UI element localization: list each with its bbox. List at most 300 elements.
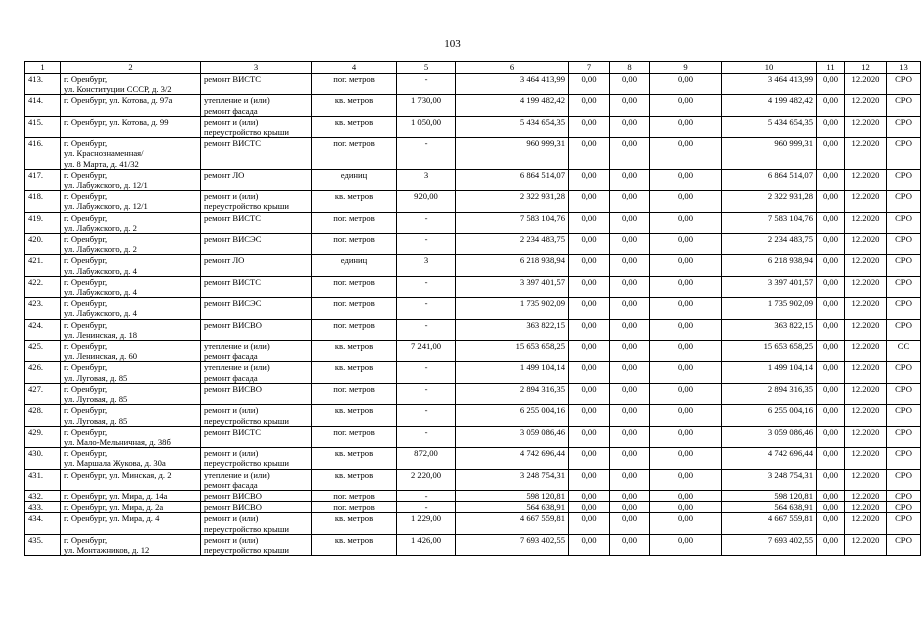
col9-cell: 0,00 (650, 169, 722, 190)
total-cell: 5 434 654,35 (722, 116, 817, 137)
col9-cell: 0,00 (650, 138, 722, 170)
col9-cell: 0,00 (650, 341, 722, 362)
cost-cell: 564 638,91 (456, 502, 569, 513)
volume-cell: 7 241,00 (397, 341, 456, 362)
header-row (25, 62, 921, 74)
col7-cell: 0,00 (569, 383, 610, 404)
work-type-cell (201, 341, 312, 362)
col7-cell: 0,00 (569, 341, 610, 362)
unit-cell: пог. метров (312, 138, 397, 170)
column-header-4: 4 (312, 62, 397, 74)
row-number: 416. (25, 138, 61, 170)
col8-cell: 0,00 (610, 74, 650, 95)
work-type-cell (201, 116, 312, 137)
unit-cell: кв. метров (312, 191, 397, 212)
unit-cell: кв. метров (312, 448, 397, 469)
address-cell (61, 469, 201, 490)
cost-cell: 2 894 316,35 (456, 383, 569, 404)
work-type-cell (201, 169, 312, 190)
cost-cell: 3 248 754,31 (456, 469, 569, 490)
work-type-cell (201, 74, 312, 95)
work-type-cell-line: ремонт и (или) (204, 405, 259, 416)
total-cell: 2 322 931,28 (722, 191, 817, 212)
table-header (25, 62, 921, 74)
row-number: 420. (25, 234, 61, 255)
col9-cell: 0,00 (650, 212, 722, 233)
col9-cell: 0,00 (650, 405, 722, 426)
col7-cell: 0,00 (569, 426, 610, 447)
col7-cell: 0,00 (569, 255, 610, 276)
method-cell: СРО (887, 362, 921, 383)
work-type-cell (201, 362, 312, 383)
work-type-cell-line: утепление и (или) (204, 469, 270, 480)
col8-cell: 0,00 (610, 469, 650, 490)
address-cell-line: ул. Лабужского, д. 4 (64, 287, 137, 298)
col9-cell: 0,00 (650, 191, 722, 212)
date-cell: 12.2020 (845, 362, 887, 383)
address-cell (61, 341, 201, 362)
col8-cell: 0,00 (610, 383, 650, 404)
row-number: 430. (25, 448, 61, 469)
address-cell (61, 255, 201, 276)
total-cell: 4 667 559,81 (722, 513, 817, 534)
row-number: 433. (25, 502, 61, 513)
cost-cell: 7 583 104,76 (456, 212, 569, 233)
cost-cell: 1 735 902,09 (456, 298, 569, 319)
volume-cell: - (397, 383, 456, 404)
table-row (25, 534, 921, 555)
method-cell: СРО (887, 469, 921, 490)
address-cell-line: г. Оренбург, (64, 234, 108, 245)
row-number: 423. (25, 298, 61, 319)
col7-cell: 0,00 (569, 298, 610, 319)
address-cell-line: ул. Лабужского, д. 12/1 (64, 180, 148, 191)
date-cell: 12.2020 (845, 276, 887, 297)
address-cell-line: г. Оренбург, (64, 255, 108, 266)
total-cell: 3 464 413,99 (722, 74, 817, 95)
work-type-cell-line: ремонт ВИСТС (204, 276, 262, 287)
table-row (25, 138, 921, 170)
work-type-cell-line: ремонт ВИСЭС (204, 234, 262, 245)
date-cell: 12.2020 (845, 95, 887, 116)
address-cell-line: ул. Луговая, д. 85 (64, 372, 128, 383)
date-cell: 12.2020 (845, 74, 887, 95)
cost-cell: 6 255 004,16 (456, 405, 569, 426)
work-type-cell-line: переустройство крыши (204, 201, 289, 212)
method-cell: СРО (887, 298, 921, 319)
col8-cell: 0,00 (610, 276, 650, 297)
unit-cell: кв. метров (312, 341, 397, 362)
date-cell: 12.2020 (845, 490, 887, 501)
row-number: 426. (25, 362, 61, 383)
volume-cell: 2 220,00 (397, 469, 456, 490)
address-cell-line: г. Оренбург, (64, 341, 108, 352)
address-cell-line: г. Оренбург, (64, 405, 108, 416)
col7-cell: 0,00 (569, 534, 610, 555)
col8-cell: 0,00 (610, 234, 650, 255)
cost-cell: 2 322 931,28 (456, 191, 569, 212)
cost-cell: 6 864 514,07 (456, 169, 569, 190)
volume-cell: - (397, 405, 456, 426)
col8-cell: 0,00 (610, 448, 650, 469)
col9-cell: 0,00 (650, 74, 722, 95)
cost-cell: 5 434 654,35 (456, 116, 569, 137)
address-cell (61, 534, 201, 555)
address-cell-line: ул. Маршала Жукова, д. 30а (64, 458, 166, 469)
volume-cell: 1 730,00 (397, 95, 456, 116)
date-cell: 12.2020 (845, 191, 887, 212)
row-number: 417. (25, 169, 61, 190)
method-cell: СРО (887, 212, 921, 233)
address-cell-line: ул. Конституции СССР, д. 3/2 (64, 84, 172, 95)
work-type-cell (201, 319, 312, 340)
method-cell: СРО (887, 426, 921, 447)
date-cell: 12.2020 (845, 116, 887, 137)
total-cell: 4 199 482,42 (722, 95, 817, 116)
work-type-cell-line: ремонт ЛО (204, 169, 245, 180)
table-row (25, 469, 921, 490)
work-type-cell-line: ремонт ВИСТС (204, 426, 262, 437)
row-number: 428. (25, 405, 61, 426)
method-cell: СРО (887, 448, 921, 469)
work-type-cell (201, 502, 312, 513)
table-row (25, 116, 921, 137)
col8-cell: 0,00 (610, 212, 650, 233)
unit-cell: пог. метров (312, 298, 397, 319)
col8-cell: 0,00 (610, 138, 650, 170)
address-cell (61, 490, 201, 501)
date-cell: 12.2020 (845, 469, 887, 490)
col8-cell: 0,00 (610, 319, 650, 340)
col9-cell: 0,00 (650, 469, 722, 490)
address-cell-line: г. Оренбург, (64, 298, 108, 309)
address-cell-line: г. Оренбург, (64, 138, 108, 149)
cost-cell: 4 742 696,44 (456, 448, 569, 469)
work-type-cell-line: ремонт ВИСВО (204, 383, 262, 394)
address-cell (61, 405, 201, 426)
table-row (25, 319, 921, 340)
address-cell-line: ул. Краснознаменная/ (64, 148, 144, 159)
col11-cell: 0,00 (817, 405, 845, 426)
col9-cell: 0,00 (650, 298, 722, 319)
address-cell-line: ул. Монтажников, д. 12 (64, 544, 150, 555)
address-cell (61, 426, 201, 447)
work-type-cell-line: утепление и (или) (204, 341, 270, 352)
volume-cell: - (397, 298, 456, 319)
address-cell-line: ул. Лабужского, д. 4 (64, 265, 137, 276)
row-number: 422. (25, 276, 61, 297)
col8-cell: 0,00 (610, 490, 650, 501)
address-cell (61, 74, 201, 95)
volume-cell: 920,00 (397, 191, 456, 212)
unit-cell: единиц (312, 169, 397, 190)
row-number: 418. (25, 191, 61, 212)
total-cell: 6 218 938,94 (722, 255, 817, 276)
column-header-8: 8 (610, 62, 650, 74)
row-number: 425. (25, 341, 61, 362)
date-cell: 12.2020 (845, 405, 887, 426)
table-row (25, 448, 921, 469)
address-cell-line: г. Оренбург, (64, 534, 108, 545)
col11-cell: 0,00 (817, 276, 845, 297)
col9-cell: 0,00 (650, 95, 722, 116)
address-cell-line: г. Оренбург, (64, 448, 108, 459)
work-type-cell-line: переустройство крыши (204, 458, 289, 469)
work-type-cell (201, 383, 312, 404)
column-header-6: 6 (456, 62, 569, 74)
work-type-cell-line: переустройство крыши (204, 523, 289, 534)
work-type-cell (201, 426, 312, 447)
address-cell-line: ул. Ленинская, д. 60 (64, 351, 138, 362)
row-number: 435. (25, 534, 61, 555)
col9-cell: 0,00 (650, 383, 722, 404)
date-cell: 12.2020 (845, 298, 887, 319)
col7-cell: 0,00 (569, 513, 610, 534)
table-row (25, 341, 921, 362)
address-cell-line: ул. Лабужского, д. 4 (64, 308, 137, 319)
address-cell (61, 502, 201, 513)
row-number: 432. (25, 490, 61, 501)
cost-cell: 2 234 483,75 (456, 234, 569, 255)
col9-cell: 0,00 (650, 502, 722, 513)
address-cell (61, 298, 201, 319)
work-type-cell-line: ремонт фасада (204, 479, 258, 490)
total-cell: 1 735 902,09 (722, 298, 817, 319)
unit-cell: пог. метров (312, 502, 397, 513)
col7-cell: 0,00 (569, 405, 610, 426)
table-row (25, 234, 921, 255)
col8-cell: 0,00 (610, 502, 650, 513)
method-cell: СРО (887, 95, 921, 116)
col11-cell: 0,00 (817, 319, 845, 340)
col8-cell: 0,00 (610, 191, 650, 212)
address-cell-line: г. Оренбург, ул. Котова, д. 97а (64, 95, 173, 106)
volume-cell: 3 (397, 255, 456, 276)
unit-cell: пог. метров (312, 234, 397, 255)
unit-cell: пог. метров (312, 490, 397, 501)
work-type-cell-line: ремонт и (или) (204, 513, 259, 524)
volume-cell: - (397, 234, 456, 255)
total-cell: 2 234 483,75 (722, 234, 817, 255)
work-type-cell (201, 448, 312, 469)
work-type-cell (201, 255, 312, 276)
col8-cell: 0,00 (610, 426, 650, 447)
row-number: 424. (25, 319, 61, 340)
cost-cell: 4 199 482,42 (456, 95, 569, 116)
table-row (25, 74, 921, 95)
unit-cell: пог. метров (312, 212, 397, 233)
method-cell: СРО (887, 191, 921, 212)
column-header-1: 1 (25, 62, 61, 74)
cost-cell: 363 822,15 (456, 319, 569, 340)
col7-cell: 0,00 (569, 362, 610, 383)
address-cell (61, 212, 201, 233)
work-type-cell (201, 212, 312, 233)
work-type-cell-line: ремонт и (или) (204, 448, 259, 459)
date-cell: 12.2020 (845, 138, 887, 170)
col9-cell: 0,00 (650, 534, 722, 555)
method-cell: СРО (887, 405, 921, 426)
col11-cell: 0,00 (817, 490, 845, 501)
address-cell-line: г. Оренбург, (64, 319, 108, 330)
row-number: 434. (25, 513, 61, 534)
cost-cell: 3 059 086,46 (456, 426, 569, 447)
col9-cell: 0,00 (650, 490, 722, 501)
column-header-2: 2 (61, 62, 201, 74)
volume-cell: - (397, 490, 456, 501)
col11-cell: 0,00 (817, 513, 845, 534)
unit-cell: пог. метров (312, 426, 397, 447)
table-row (25, 383, 921, 404)
address-cell-line: ул. Лабужского, д. 12/1 (64, 201, 148, 212)
col11-cell: 0,00 (817, 138, 845, 170)
address-cell-line: г. Оренбург, ул. Минская, д. 2 (64, 469, 172, 480)
work-type-cell (201, 469, 312, 490)
date-cell: 12.2020 (845, 513, 887, 534)
col11-cell: 0,00 (817, 383, 845, 404)
col7-cell: 0,00 (569, 212, 610, 233)
address-cell-line: г. Оренбург, (64, 362, 108, 373)
work-type-cell-line: ремонт ЛО (204, 255, 245, 266)
address-cell-line: г. Оренбург, (64, 74, 108, 84)
address-cell (61, 234, 201, 255)
col9-cell: 0,00 (650, 362, 722, 383)
work-type-cell (201, 191, 312, 212)
address-cell (61, 362, 201, 383)
volume-cell: - (397, 319, 456, 340)
col9-cell: 0,00 (650, 319, 722, 340)
total-cell: 960 999,31 (722, 138, 817, 170)
method-cell: СРО (887, 534, 921, 555)
method-cell: СРО (887, 383, 921, 404)
col11-cell: 0,00 (817, 116, 845, 137)
col8-cell: 0,00 (610, 169, 650, 190)
unit-cell: пог. метров (312, 276, 397, 297)
col8-cell: 0,00 (610, 116, 650, 137)
col9-cell: 0,00 (650, 448, 722, 469)
date-cell: 12.2020 (845, 169, 887, 190)
work-type-cell-line: переустройство крыши (204, 127, 289, 138)
work-type-cell (201, 490, 312, 501)
total-cell: 7 693 402,55 (722, 534, 817, 555)
cost-cell: 4 667 559,81 (456, 513, 569, 534)
method-cell: СРО (887, 490, 921, 501)
address-cell (61, 191, 201, 212)
col7-cell: 0,00 (569, 502, 610, 513)
date-cell: 12.2020 (845, 502, 887, 513)
col8-cell: 0,00 (610, 405, 650, 426)
table-row (25, 169, 921, 190)
method-cell: СРО (887, 513, 921, 534)
work-type-cell (201, 138, 312, 170)
col9-cell: 0,00 (650, 513, 722, 534)
address-cell (61, 116, 201, 137)
table-row (25, 362, 921, 383)
unit-cell: единиц (312, 255, 397, 276)
method-cell: СРО (887, 169, 921, 190)
unit-cell: кв. метров (312, 469, 397, 490)
address-cell (61, 169, 201, 190)
col11-cell: 0,00 (817, 362, 845, 383)
col7-cell: 0,00 (569, 319, 610, 340)
total-cell: 3 397 401,57 (722, 276, 817, 297)
column-header-9: 9 (650, 62, 722, 74)
address-cell (61, 276, 201, 297)
address-cell-line: ул. Мало-Мельничная, д. 38б (64, 436, 171, 447)
work-type-cell-line: ремонт фасада (204, 105, 258, 116)
col11-cell: 0,00 (817, 298, 845, 319)
col8-cell: 0,00 (610, 513, 650, 534)
col7-cell: 0,00 (569, 191, 610, 212)
date-cell: 12.2020 (845, 383, 887, 404)
cost-cell: 960 999,31 (456, 138, 569, 170)
method-cell: СРО (887, 502, 921, 513)
work-type-cell-line: ремонт и (или) (204, 191, 259, 202)
col7-cell: 0,00 (569, 448, 610, 469)
date-cell: 12.2020 (845, 534, 887, 555)
col8-cell: 0,00 (610, 255, 650, 276)
work-type-cell-line: ремонт ВИСТС (204, 74, 262, 84)
work-type-cell-line: ремонт ВИСТС (204, 138, 262, 149)
address-cell (61, 383, 201, 404)
unit-cell: пог. метров (312, 383, 397, 404)
address-cell-line: г. Оренбург, (64, 426, 108, 437)
method-cell: СРО (887, 234, 921, 255)
col11-cell: 0,00 (817, 448, 845, 469)
work-type-cell (201, 513, 312, 534)
cost-cell: 3 464 413,99 (456, 74, 569, 95)
unit-cell: кв. метров (312, 95, 397, 116)
volume-cell: - (397, 138, 456, 170)
date-cell: 12.2020 (845, 234, 887, 255)
total-cell: 1 499 104,14 (722, 362, 817, 383)
table-row (25, 490, 921, 501)
table-body (25, 74, 921, 556)
total-cell: 6 255 004,16 (722, 405, 817, 426)
col7-cell: 0,00 (569, 95, 610, 116)
address-cell-line: ул. Луговая, д. 85 (64, 415, 128, 426)
address-cell-line: г. Оренбург, ул. Мира, д. 4 (64, 513, 160, 524)
volume-cell: - (397, 74, 456, 95)
volume-cell: - (397, 502, 456, 513)
work-type-cell-line: ремонт ВИСВО (204, 490, 262, 501)
address-cell-line: г. Оренбург, (64, 191, 108, 202)
address-cell (61, 138, 201, 170)
row-number: 414. (25, 95, 61, 116)
col11-cell: 0,00 (817, 534, 845, 555)
work-type-cell-line: утепление и (или) (204, 362, 270, 373)
method-cell: СС (887, 341, 921, 362)
column-header-5: 5 (397, 62, 456, 74)
total-cell: 2 894 316,35 (722, 383, 817, 404)
col8-cell: 0,00 (610, 341, 650, 362)
date-cell: 12.2020 (845, 255, 887, 276)
address-cell-line: ул. Лабужского, д. 2 (64, 244, 137, 255)
work-type-cell (201, 534, 312, 555)
total-cell: 363 822,15 (722, 319, 817, 340)
address-cell-line: г. Оренбург, (64, 169, 108, 180)
col7-cell: 0,00 (569, 169, 610, 190)
col9-cell: 0,00 (650, 234, 722, 255)
col7-cell: 0,00 (569, 234, 610, 255)
unit-cell: пог. метров (312, 319, 397, 340)
col11-cell: 0,00 (817, 426, 845, 447)
col8-cell: 0,00 (610, 362, 650, 383)
address-cell-line: г. Оренбург, ул. Мира, д. 14а (64, 490, 168, 501)
work-plan-table (24, 61, 921, 556)
col9-cell: 0,00 (650, 426, 722, 447)
volume-cell: 3 (397, 169, 456, 190)
